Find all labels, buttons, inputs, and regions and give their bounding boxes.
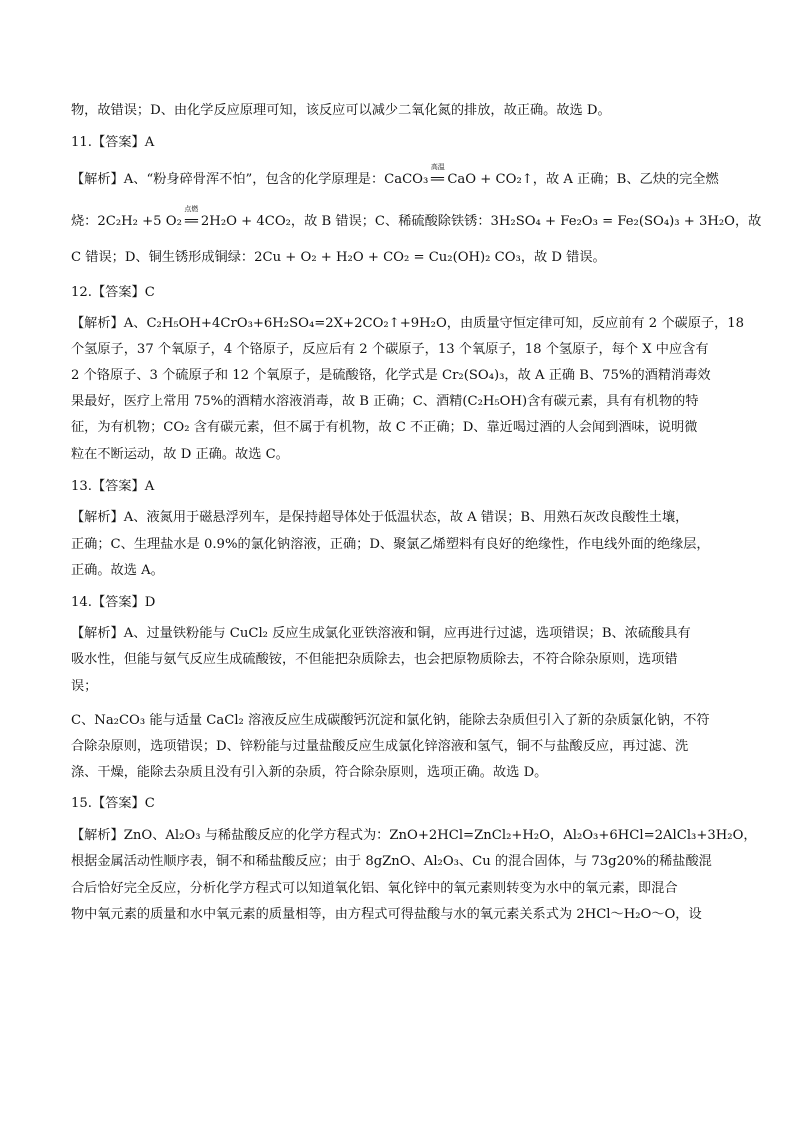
answer-heading-13: 13.【答案】A [71, 479, 155, 494]
text-line: 2 个铬原子、3 个硫原子和 12 个氧原子，是硫酸铬，化学式是 Cr₂(SO₄)₃，故 A 正确 B、75%的酒精消毒效 [71, 368, 711, 383]
text-line: 物中氧元素的质量和水中氧元素的质量相等，由方程式可得盐酸与水的氧元素关系式为 2HCl～H₂O～O，设 [71, 907, 702, 922]
condition-label: 高温 [430, 163, 445, 171]
text-line: 【解析】A、C₂H₅OH+4CrO₃+6H₂SO₄=2X+2CO₂↑+9H₂O，由质量守恒定律可知，反应前有 2 个碳原子，18 [71, 316, 745, 331]
reaction-condition: 高温 = [428, 163, 447, 187]
text-line: 【解析】A、液氮用于磁悬浮列车，是保持超导体处于低温状态，故 A 错误；B、用熟石灰改良酸性土壤， [71, 510, 689, 525]
reaction-condition: 点燃 = [182, 205, 201, 229]
text-line: 征，为有机物；CO₂ 含有碳元素，但不属于有机物，故 C 不正确；D、靠近喝过酒的人会闻到酒味，说明微 [71, 420, 698, 435]
text-line: 误； [71, 679, 98, 694]
text-line: 吸水性，但能与氨气反应生成硫酸铵，不但能把杂质除去，也会把原物质除去，不符合除杂原则，选项错 [71, 652, 678, 667]
text-line: 果最好，医疗上常用 75%的酒精水溶液消毒，故 B 正确；C、酒精(C₂H₅OH)含有碳元素，具有有机物的特 [71, 394, 699, 409]
answer-heading-14: 14.【答案】D [71, 595, 156, 610]
text-line: C、Na₂CO₃ 能与适量 CaCl₂ 溶液反应生成碳酸钙沉淀和氯化钠，能除去杂质但引入了新的杂质氯化钠，不符 [71, 713, 710, 728]
text-segment: 【解析】A、“粉身碎骨浑不怕”，包含的化学原理是：CaCO₃ [71, 172, 429, 187]
answer-heading-15: 15.【答案】C [71, 796, 155, 811]
text-line: 根据金属活动性顺序表，铜不和稀盐酸反应；由于 8gZnO、Al₂O₃、Cu 的混合固体，与 73g20%的稀盐酸混 [71, 854, 712, 869]
answer-heading-11: 11.【答案】A [71, 135, 155, 150]
text-line: 【解析】A、过量铁粉能与 CuCl₂ 反应生成氯化亚铁溶液和铜，应再进行过滤，选项错误；B、浓硫酸具有 [71, 626, 691, 641]
text-line: 合后恰好完全反应，分析化学方程式可以知道氧化铝、氧化锌中的氧元素则转变为水中的氧元素，即混合 [71, 881, 678, 896]
text-segment: CaO + CO₂↑，故 A 正确；B、乙炔的完全燃 [447, 172, 719, 187]
text-line: 物，故错误；D、由化学反应原理可知，该反应可以减少二氧化氮的排放，故正确。故选 D。 [71, 103, 611, 118]
text-segment: 2H₂O + 4CO₂，故 B 错误；C、稀硫酸除铁锈：3H₂SO₄ + Fe₂O₃ = Fe₂(SO₄)₃ + 3H₂O，故 [200, 214, 762, 229]
text-line: C 错误；D、铜生锈形成铜绿：2Cu + O₂ + H₂O + CO₂ = Cu₂(OH)₂ CO₃，故 D 错误。 [71, 250, 606, 265]
text-line: 正确；C、生理盐水是 0.9%的氯化钠溶液，正确；D、聚氯乙烯塑料有良好的绝缘性，作电线外面的绝缘层， [71, 537, 710, 552]
condition-label: 点燃 [184, 205, 199, 213]
answer-heading-12: 12.【答案】C [71, 285, 155, 300]
explanation-line-11a [71, 163, 731, 190]
text-line: 【解析】ZnO、Al₂O₃ 与稀盐酸反应的化学方程式为：ZnO+2HCl=ZnCl₂+H₂O，Al₂O₃+6HCl=2AlCl₃+3H₂O， [71, 828, 757, 843]
text-line: 涤、干燥，能除去杂质且没有引入新的杂质，符合除杂原则，选项正确。故选 D。 [71, 765, 548, 780]
text-segment: 烧：2C₂H₂ +5 O₂ [71, 214, 182, 229]
explanation-line-11b [71, 205, 762, 232]
text-line: 个氢原子，37 个氧原子，4 个铬原子，反应后有 2 个碳原子，13 个氧原子，18 个氢原子，每个 X 中应含有 [71, 342, 709, 357]
text-line: 粒在不断运动，故 D 正确。故选 C。 [71, 447, 289, 462]
text-line: 合除杂原则，选项错误；D、锌粉能与过量盐酸反应生成氯化锌溶液和氢气，铜不与盐酸反应，再过滤、洗 [71, 739, 689, 754]
text-line: 正确。故选 A。 [71, 563, 164, 578]
